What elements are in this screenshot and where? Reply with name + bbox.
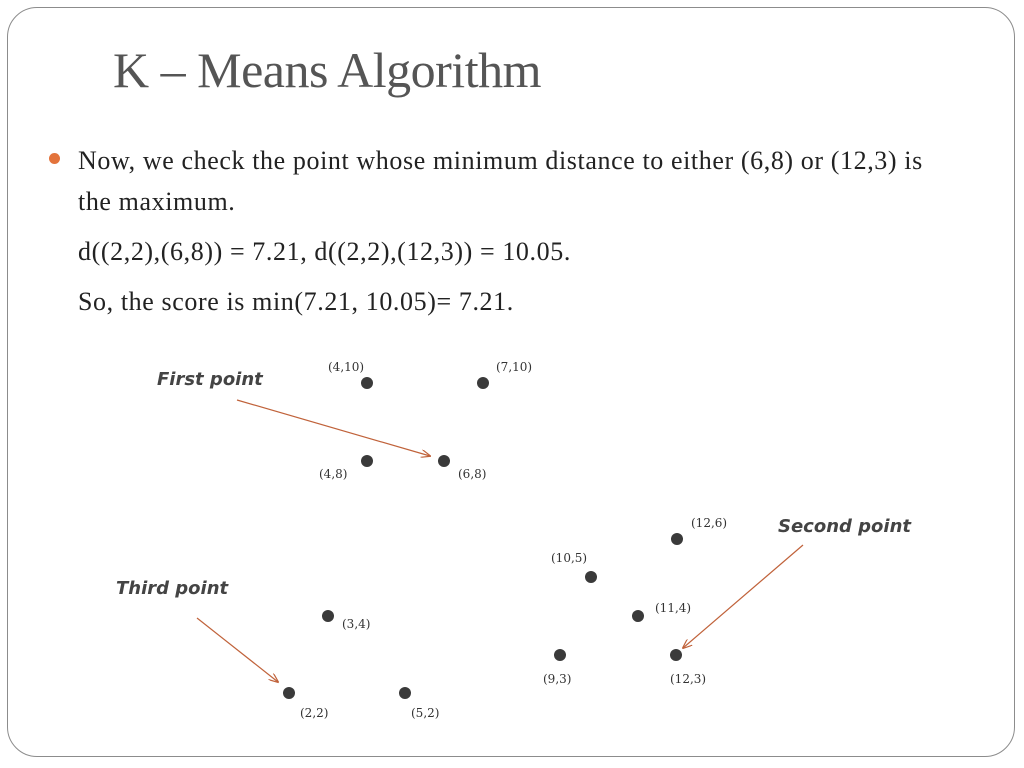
first-point-label: First point (157, 369, 263, 390)
point-10-5 (551, 551, 597, 583)
bullet-line-2: d((2,2),(6,8)) = 7.21, d((2,2),(12,3)) = 10.05. (78, 237, 571, 266)
bullet-line-3: So, the score is min(7.21, 10.05)= 7.21. (78, 287, 514, 316)
third-point-arrow (197, 618, 278, 682)
point-label: (5,2) (411, 706, 440, 720)
point-label: (4,8) (319, 467, 348, 481)
data-point (585, 571, 597, 583)
bullet-line-1: Now, we check the point whose minimum distance to either (6,8) or (12,3) is the maximum. (78, 146, 923, 216)
data-point (477, 377, 489, 389)
data-point (283, 687, 295, 699)
point-label: (10,5) (551, 551, 588, 565)
second-point-label: Second point (778, 516, 912, 537)
point-5-2 (399, 687, 439, 720)
slide-title: K – Means Algorithm (113, 42, 541, 98)
first-point-arrow (237, 400, 430, 456)
data-point (671, 533, 683, 545)
data-point (361, 377, 373, 389)
point-label: (11,4) (655, 601, 692, 615)
point-4-10 (328, 360, 373, 389)
point-label: (4,10) (328, 360, 365, 374)
point-2-2 (283, 687, 328, 720)
data-point (632, 610, 644, 622)
point-9-3 (543, 649, 571, 686)
point-label: (6,8) (458, 467, 487, 481)
data-point (670, 649, 682, 661)
second-point-arrow (683, 545, 803, 648)
point-label: (2,2) (300, 706, 329, 720)
data-point (322, 610, 334, 622)
point-3-4 (322, 610, 370, 631)
point-7-10 (477, 360, 532, 389)
point-label: (7,10) (496, 360, 533, 374)
third-point-label: Third point (116, 578, 229, 599)
point-6-8 (438, 455, 486, 481)
point-12-6 (671, 516, 727, 545)
point-label: (3,4) (342, 617, 371, 631)
data-point (361, 455, 373, 467)
point-11-4 (632, 601, 691, 622)
data-point (554, 649, 566, 661)
data-point (438, 455, 450, 467)
point-label: (12,3) (670, 672, 707, 686)
point-label: (9,3) (543, 672, 572, 686)
data-point (399, 687, 411, 699)
point-4-8 (319, 455, 373, 481)
point-12-3 (670, 649, 706, 686)
point-label: (12,6) (691, 516, 728, 530)
